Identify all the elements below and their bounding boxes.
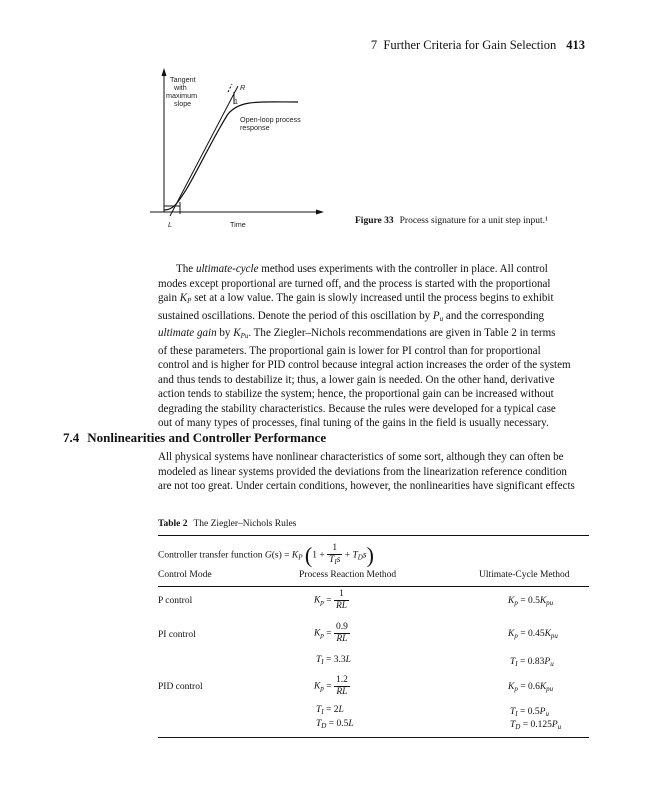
- table-title: [158, 519, 296, 529]
- text-line: The ultimate-cycle method uses experiments with the controller in place. All control: [176, 263, 548, 275]
- text-line: All physical systems have nonlinear characteristics of some sort, although they can often be: [158, 451, 564, 463]
- section-title: Nonlinearities and Controller Performance: [87, 430, 327, 445]
- table-header-rule: [158, 586, 589, 587]
- pi-reaction-kp: $K_p$ = $\frac{0.9}{RL}$: [314, 622, 348, 644]
- process-signature-figure: [148, 64, 338, 234]
- text-line: action tends to stabilize the system; hence, the proportional gain can be increased without: [158, 388, 554, 400]
- pid-ultimate-ti: $T_I = 0.5P_u$: [510, 707, 549, 718]
- text-line: are not too great. Under certain conditions, however, the nonlinearities have significant effects: [158, 480, 575, 492]
- pi-reaction-ti: $T_I = 3.3L$: [316, 655, 351, 666]
- table-title-text: The Ziegler–Nichols Rules: [193, 519, 297, 529]
- final-value-dashed: [228, 84, 232, 92]
- p-reaction-kp: $K_p$ = $\frac{1}{RL}$: [314, 589, 348, 611]
- running-header: [371, 38, 585, 53]
- x-axis-arrowhead: [316, 210, 324, 215]
- paragraph-nonlinearities: [158, 450, 586, 494]
- table-label: Table 2: [158, 519, 188, 529]
- label-L: L: [168, 220, 172, 229]
- text-line: gain $K_P$ set at a low value. The gain is slowly increased until the process begins to exhibit: [158, 292, 554, 305]
- y-axis-arrowhead: [162, 68, 167, 76]
- text-line: of these parameters. The proportional gain is lower for PI control than for proportional: [158, 344, 541, 357]
- figure-caption-text: Process signature for a unit step input.¹: [399, 216, 548, 226]
- label-tangent-4: slope: [174, 99, 192, 108]
- text-line: control and is higher for PID control because integral action increases the order of the system: [158, 359, 571, 371]
- label-tangent-1: Tangent: [170, 75, 196, 84]
- section-number: 7.4: [63, 430, 80, 445]
- pid-reaction-kp: $K_p$ = $\frac{1.2}{RL}$: [314, 675, 348, 697]
- chapter-number: 7: [370, 38, 378, 52]
- text-line: ultimate gain by $K_{Pu}$. The Ziegler–Nichols recommendations are given in Table 2 in terms: [158, 327, 556, 340]
- label-one: 1: [234, 97, 238, 106]
- figure-caption: [355, 216, 548, 226]
- text-line: out of many types of processes, final tuning of the gains in the field is usually necessary.: [158, 417, 549, 429]
- text-line: degrading the stability characteristics. Because the rules were developed for a typical case: [158, 402, 556, 415]
- label-time: Time: [230, 220, 246, 229]
- section-heading: [63, 430, 326, 446]
- column-header-reaction: Process Reaction Method: [299, 570, 397, 580]
- label-response-1: Open-loop process: [240, 115, 301, 124]
- chapter-title: Further Criteria for Gain Selection: [383, 38, 557, 52]
- transfer-function: Controller transfer function $G(s) = K_P$ (1 + $\frac{1}{T_Is}$ + $T_Ds$): [158, 542, 374, 568]
- column-header-ultimate: Ultimate-Cycle Method: [479, 570, 570, 580]
- label-tangent-3: maximum: [166, 91, 198, 100]
- text-line: sustained oscillations. Denote the period of this oscillation by $P_u$ and the corresponding: [158, 309, 545, 323]
- column-header-mode: Control Mode: [158, 570, 212, 580]
- label-response-2: response: [240, 123, 270, 132]
- row-label-pi: PI control: [158, 630, 196, 640]
- pid-reaction-td: $T_D = 0.5L$: [316, 719, 354, 730]
- text-line: modes except proportional are turned off, and the process is started with the proportional: [158, 277, 551, 290]
- table-bottom-rule: [158, 737, 589, 738]
- figure-label: Figure 33: [355, 216, 394, 226]
- row-label-p: P control: [158, 596, 193, 606]
- pid-reaction-ti: $T_I = 2L$: [316, 705, 344, 716]
- label-tangent-2: with: [174, 83, 187, 92]
- label-R: R: [240, 83, 246, 92]
- table-top-rule: [158, 535, 589, 536]
- pid-ultimate-td: $T_D = 0.125P_u$: [510, 720, 562, 731]
- paragraph-ultimate-cycle: [158, 262, 586, 431]
- pi-ultimate-ti: $T_I = 0.83P_u$: [510, 657, 554, 668]
- row-label-pid: PID control: [158, 682, 203, 692]
- page-number: 413: [566, 38, 585, 52]
- pid-ultimate-kp: $K_p = 0.6K_{pu}$: [508, 682, 554, 693]
- pi-ultimate-kp: $K_p = 0.45K_{pu}$: [508, 629, 558, 640]
- text-line: modeled as linear systems provided the deviations from the linearization reference condition: [158, 465, 567, 478]
- p-ultimate-kp: $K_p = 0.5K_{pu}$: [508, 596, 554, 607]
- text-line: and thus tends to destabilize it; thus, a lower gain is needed. On the other hand, derivative: [158, 373, 555, 386]
